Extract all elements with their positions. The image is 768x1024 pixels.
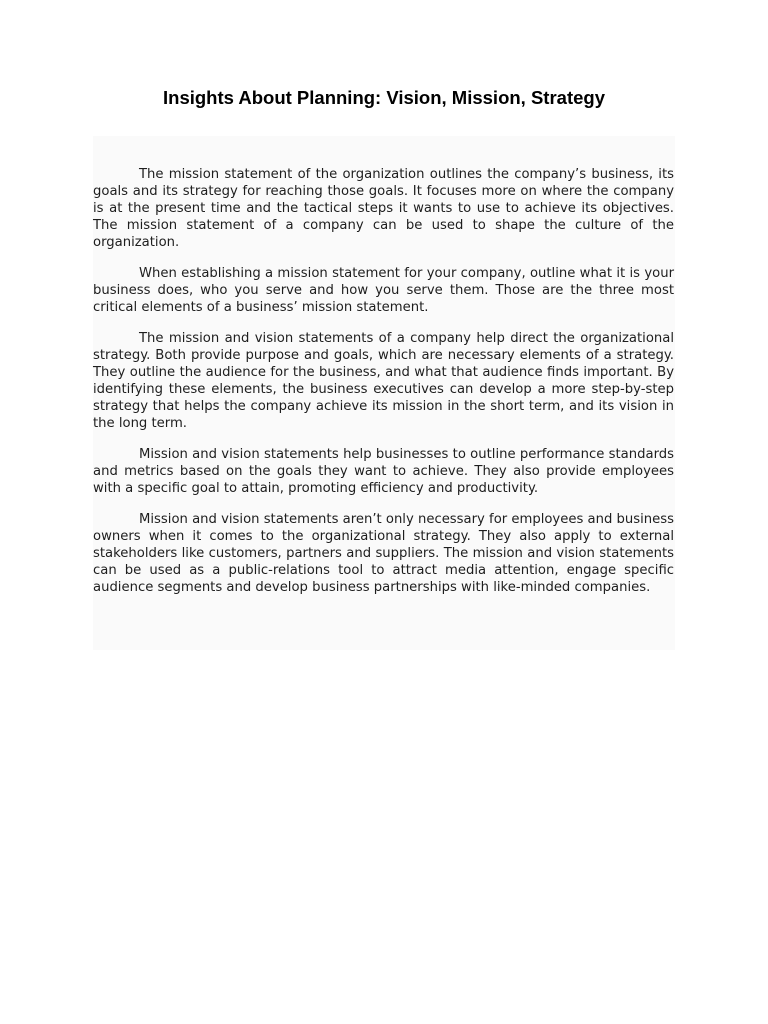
paragraph-mission-statement: The mission statement of the organization outlines the company’s business, its goals and its strategy for reaching those goals. It focuses more on where the company is at the present time and the tactical steps it wants to use to achieve its objectives. The mission statement of a company can be used to shape the culture of the organization. (93, 167, 674, 250)
document-title: Insights About Planning: Vision, Mission, Strategy (163, 87, 605, 108)
document-body (93, 166, 674, 610)
paragraph-external-stakeholders: Mission and vision statements aren’t only necessary for employees and business owners when it comes to the organizational strategy. They also apply to external stakeholders like customers, partners and suppliers. The mission and vision statements can be used as a public-relations tool to attract media attention, engage specific audience segments and develop business partnerships with like-minded companies. (93, 512, 675, 595)
paragraph-organizational-strategy: The mission and vision statements of a company help direct the organizational strategy. Both provide purpose and goals, which are necessary elements of a strategy. They outline the audience for the business, and what that audience finds important. By identifying these elements, the business executives can develop a more step-by-step strategy that helps the company achieve its mission in the short term, and its vision in the long term. (93, 331, 674, 431)
paragraph-establishing-mission: When establishing a mission statement for your company, outline what it is your business does, who you serve and how you serve them. Those are the three most critical elements of a business’ mission statement. (93, 266, 674, 315)
paragraph-performance-standards: Mission and vision statements help businesses to outline performance standards and metrics based on the goals they want to achieve. They also provide employees with a specific goal to attain, promoting efficiency and productivity. (93, 447, 674, 496)
